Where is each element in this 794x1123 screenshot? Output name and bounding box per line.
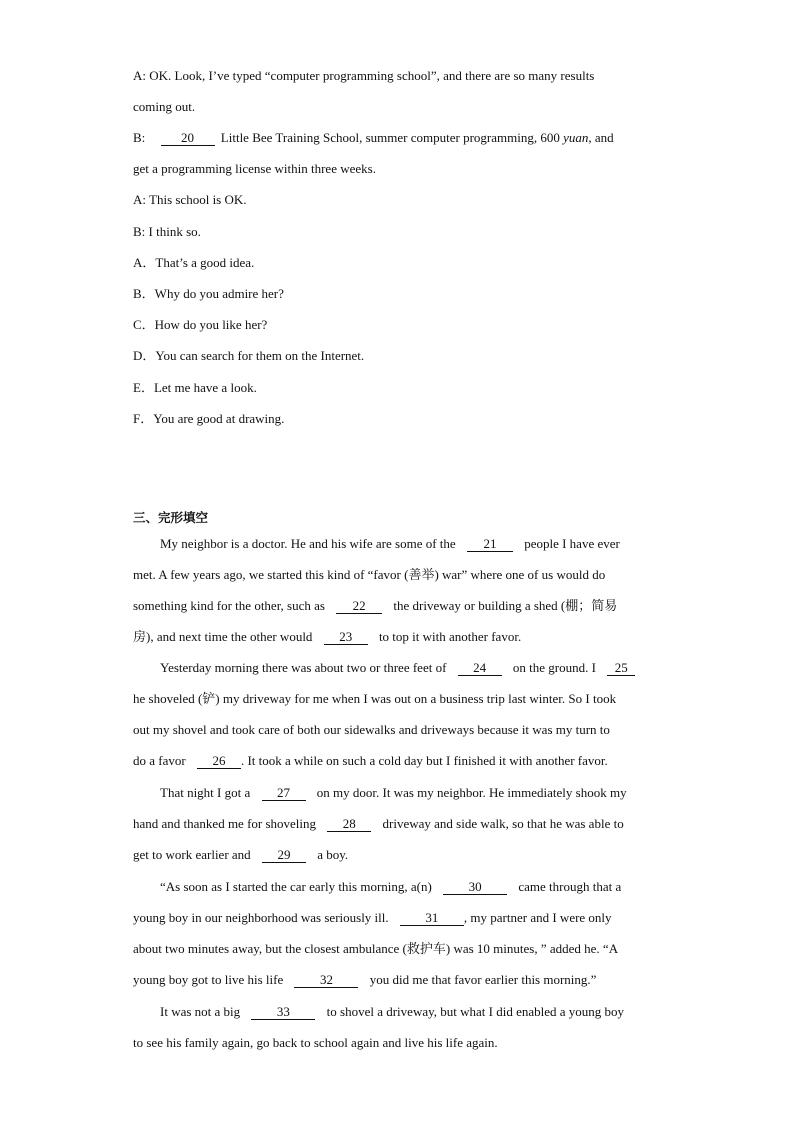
blank-24: 24 [458,661,502,676]
option-e: E．Let me have a look. [133,380,257,395]
text-line: he shoveled (铲) my driveway for me when I was out on a business trip last winter. So I took [133,691,617,706]
text-run: a boy. [317,847,349,862]
text-line [133,816,661,847]
text-line [133,910,661,941]
blank-27: 27 [262,786,306,801]
passage-paragraph-1 [133,536,661,660]
text-line [133,879,661,910]
text-line: out my shovel and took care of both our sidewalks and driveways because it was my turn to [133,722,610,737]
blank-23: 23 [324,630,368,645]
dialogue-line-4: get a programming license within three weeks. [133,161,376,176]
text-line [133,1004,661,1035]
text-run: My neighbor is a doctor. He and his wife are some of the [160,536,456,551]
text-run: you did me that favor earlier this morning.” [369,972,597,987]
blank-32: 32 [294,973,358,988]
option-f: F．You are good at drawing. [133,411,285,426]
option-a: A．That’s a good idea. [133,255,255,270]
passage-paragraph-5 [133,1004,661,1066]
blank-29: 29 [262,848,306,863]
text-line [133,536,661,567]
text-line: met. A few years ago, we started this kind of “favor (善举) war” where one of us would do [133,567,606,582]
text-run: on the ground. I [512,660,596,675]
text-run: to top it with another favor. [378,629,522,644]
blank-28: 28 [327,817,371,832]
text-run: That night I got a [160,785,251,800]
blank-26: 26 [197,754,241,769]
blank-31: 31 [400,911,464,926]
option-b: B．Why do you admire her? [133,286,284,301]
text-run: people I have ever [524,536,620,551]
text-run: driveway and side walk, so that he was able to [382,816,624,831]
text-line [133,785,661,816]
text-line [133,660,661,691]
text-line [133,972,661,1003]
dialogue-line-2: coming out. [133,99,196,114]
text-run: to shovel a driveway, but what I did enabled a young boy [326,1004,625,1019]
text-run: came through that a [518,879,622,894]
dialogue-line-3 [133,130,673,146]
text-run: . It took a while on such a cold day but I finished it with another favor. [240,753,608,768]
text-line [133,629,661,660]
text-run: , my partner and I were only [463,910,612,925]
text-line: to see his family again, go back to school again and live his life again. [133,1035,498,1050]
text-run: hand and thanked me for shoveling [133,816,317,831]
dialogue-line-3-end: , and [588,130,614,145]
text-line [133,847,661,878]
blank-22: 22 [336,599,382,614]
text-line: about two minutes away, but the closest ambulance (救护车) was 10 minutes, ” added he. “A [133,941,619,956]
blank-25: 25 [607,661,635,676]
text-run: get to work earlier and [133,847,251,862]
option-d: D．You can search for them on the Internet. [133,348,365,363]
text-line [133,598,661,629]
passage-paragraph-4 [133,879,661,1003]
text-run: young boy in our neighborhood was seriously ill. [133,910,389,925]
passage-paragraph-3 [133,785,661,878]
section-title: 三、完形填空 [133,510,209,525]
text-run: the driveway or building a shed (棚；简易 [393,598,618,613]
blank-21: 21 [467,537,513,552]
passage-paragraph-2 [133,660,661,784]
yuan-italic: yuan [563,130,589,145]
text-run: on my door. It was my neighbor. He immediately shook my [316,785,627,800]
dialogue-line-5: A: This school is OK. [133,192,247,207]
blank-33: 33 [251,1005,315,1020]
blank-30: 30 [443,880,507,895]
dialogue-line-6: B: I think so. [133,224,201,239]
speaker-label: B: [133,130,146,145]
dialogue-line-1: A: OK. Look, I’ve typed “computer programming school”, and there are so many results [133,68,595,83]
text-run: 房), and next time the other would [133,629,313,644]
text-run: do a favor [133,753,186,768]
text-run: Yesterday morning there was about two or three feet of [160,660,447,675]
text-run: young boy got to live his life [133,972,284,987]
text-line [133,753,661,784]
text-run: “As soon as I started the car early this morning, a(n) [160,879,432,894]
dialogue-line-3-text: Little Bee Training School, summer computer programming, 600 [220,130,564,145]
option-c: C．How do you like her? [133,317,268,332]
text-run: It was not a big [160,1004,241,1019]
text-run: something kind for the other, such as [133,598,325,613]
blank-20: 20 [161,131,215,146]
